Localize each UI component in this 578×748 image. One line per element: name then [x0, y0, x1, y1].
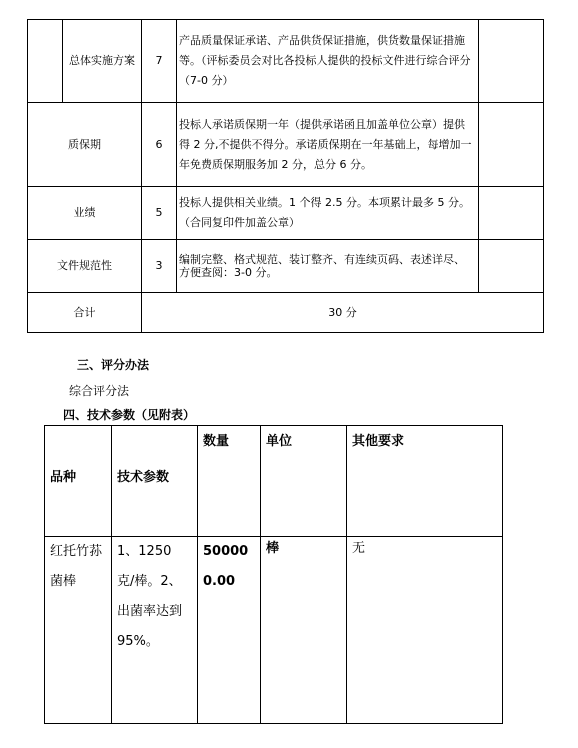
- table-row: [28, 240, 544, 293]
- header-other: 其他要求: [347, 426, 503, 537]
- tech-param-table: [44, 425, 503, 724]
- total-label: 合计: [28, 293, 142, 333]
- header-unit: 单位: [261, 426, 347, 537]
- item-name: 总体实施方案: [63, 20, 142, 103]
- total-value: 30 分: [142, 293, 544, 333]
- unit-cell: 棒: [261, 537, 347, 724]
- qty-cell: 500000.00: [198, 537, 261, 724]
- item-score: 5: [142, 187, 177, 240]
- item-criteria: 投标人提供相关业绩。1 个得 2.5 分。本项累计最多 5 分。（合同复印件加盖公章）: [177, 187, 479, 240]
- header-qty: 数量: [198, 426, 261, 537]
- tech-cell: 1、1250 克/棒。2、出菌率达到 95%。: [112, 537, 198, 724]
- other-cell: 无: [347, 537, 503, 724]
- header-row: [45, 426, 503, 537]
- section4-title: 四、技术参数（见附表）: [63, 408, 196, 422]
- scoring-table: [27, 19, 544, 333]
- table-row: [28, 187, 544, 240]
- item-name: 文件规范性: [28, 240, 142, 293]
- item-criteria: 编制完整、格式规范、装订整齐、有连续页码、表述详尽、方便查阅：3-0 分。: [177, 240, 479, 293]
- blank-cell: [479, 103, 544, 187]
- scoring-method: 综合评分法: [69, 384, 130, 398]
- header-variety: 品种: [45, 426, 112, 537]
- total-row: [28, 293, 544, 333]
- index-cell: [28, 20, 63, 103]
- blank-cell: [479, 240, 544, 293]
- table-row: [45, 537, 503, 724]
- variety-cell: 红托竹荪菌棒: [45, 537, 112, 724]
- item-criteria: 产品质量保证承诺、产品供货保证措施，供货数量保证措施等。（评标委员会对比各投标人提供的投标文件进行综合评分（7-0 分）: [177, 20, 479, 103]
- item-score: 6: [142, 103, 177, 187]
- item-name: 业绩: [28, 187, 142, 240]
- item-score: 3: [142, 240, 177, 293]
- blank-cell: [479, 187, 544, 240]
- header-tech: 技术参数: [112, 426, 198, 537]
- table-row: [28, 103, 544, 187]
- item-score: 7: [142, 20, 177, 103]
- item-name: 质保期: [28, 103, 142, 187]
- section3-title: 三、评分办法: [77, 358, 150, 372]
- table-row: [28, 20, 544, 103]
- item-criteria: 投标人承诺质保期一年（提供承诺函且加盖单位公章）提供得 2 分,不提供不得分。承诺质保期在一年基础上，每增加一年免费质保期服务加 2 分，总分 6 分。: [177, 103, 479, 187]
- blank-cell: [479, 20, 544, 103]
